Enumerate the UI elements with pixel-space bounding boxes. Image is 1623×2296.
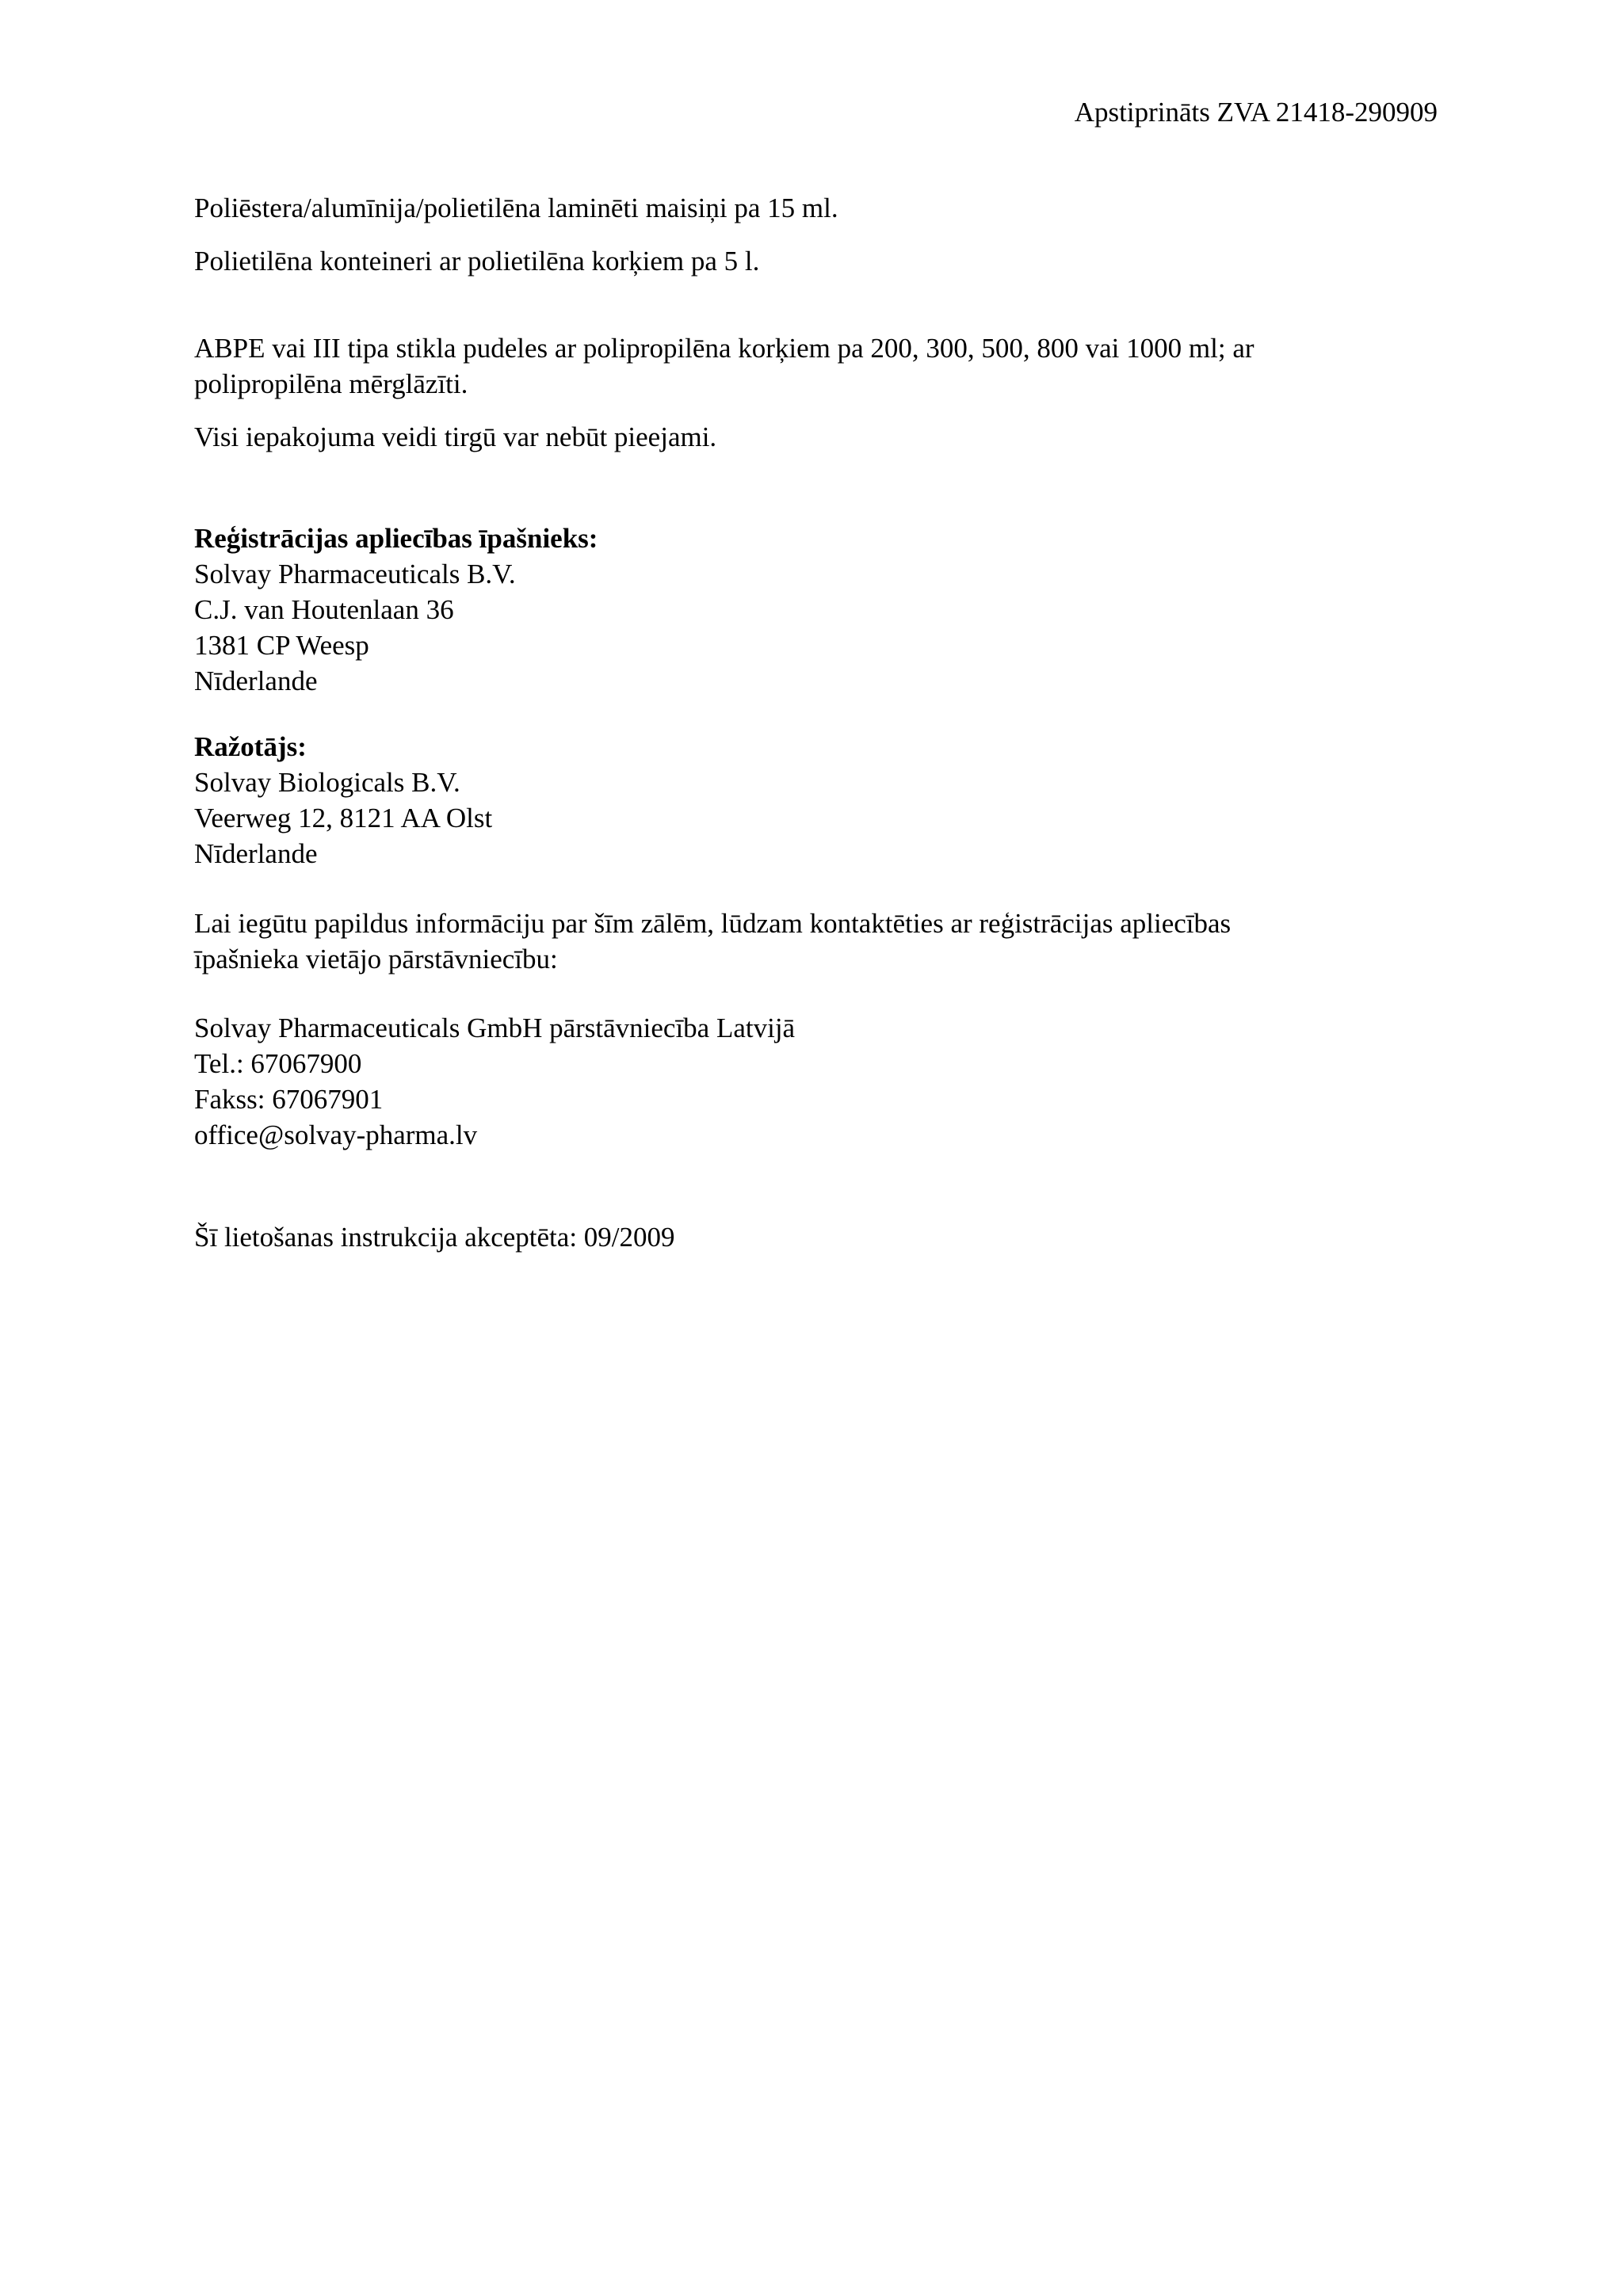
contact-intro-line2: īpašnieka vietājo pārstāvniecību: — [194, 944, 558, 974]
availability-paragraph — [194, 419, 1438, 455]
manufacturer-address: Veerweg 12, 8121 AA Olst — [194, 803, 493, 833]
accepted-date-text: Šī lietošanas instrukcija akceptēta: 09/2009 — [194, 1222, 675, 1253]
bottles-text-line2: polipropilēna mērglāzīti. — [194, 368, 468, 399]
representative-fax: Fakss: 67067901 — [194, 1084, 384, 1115]
bottles-paragraph — [194, 330, 1438, 402]
manufacturer-name: Solvay Biologicals B.V. — [194, 767, 460, 798]
containers-text: Polietilēna konteineri ar polietilēna korķiem pa 5 l. — [194, 246, 760, 277]
representative-email: office@solvay-pharma.lv — [194, 1119, 478, 1150]
holder-city: 1381 CP Weesp — [194, 630, 369, 661]
manufacturer-country: Nīderlande — [194, 838, 318, 869]
representative-section — [194, 1010, 1438, 1153]
holder-name: Solvay Pharmaceuticals B.V. — [194, 559, 516, 589]
holder-country: Nīderlande — [194, 666, 318, 696]
sachets-text: Poliēstera/alumīnija/polietilēna laminēti maisiņi pa 15 ml. — [194, 193, 838, 223]
packaging-section — [194, 190, 1438, 226]
footer-section — [194, 1219, 1438, 1255]
representative-tel: Tel.: 67067900 — [194, 1048, 362, 1079]
bottles-text-line1: ABPE vai III tipa stikla pudeles ar polipropilēna korķiem pa 200, 300, 500, 800 vai 1000 ml; ar — [194, 333, 1254, 364]
holder-section — [194, 521, 1438, 699]
contact-intro-line1: Lai iegūtu papildus informāciju par šīm zālēm, lūdzam kontaktēties ar reģistrācijas apliecības — [194, 908, 1232, 939]
containers-paragraph — [194, 243, 1438, 279]
manufacturer-heading: Ražotājs: — [194, 731, 307, 762]
holder-street: C.J. van Houtenlaan 36 — [194, 594, 454, 625]
availability-text: Visi iepakojuma veidi tirgū var nebūt pieejami. — [194, 421, 717, 452]
holder-heading: Reģistrācijas apliecības īpašnieks: — [194, 523, 598, 554]
representative-name: Solvay Pharmaceuticals GmbH pārstāvniecība Latvijā — [194, 1013, 796, 1043]
manufacturer-section — [194, 729, 1438, 871]
contact-intro — [194, 906, 1438, 977]
approval-number: Apstiprināts ZVA 21418-290909 — [1074, 97, 1438, 128]
